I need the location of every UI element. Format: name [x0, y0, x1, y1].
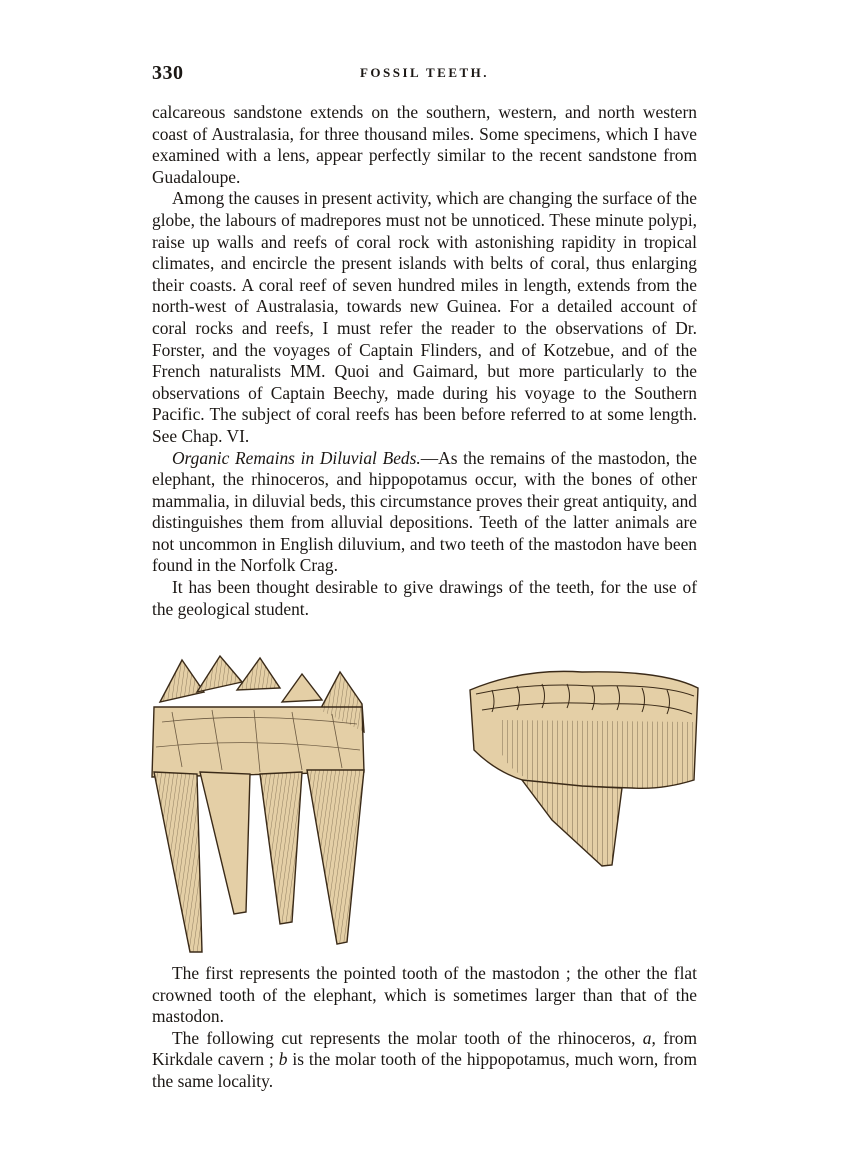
paragraph: calcareous sandstone extends on the southern, western, and north western coast of Australasia, for three thousand miles. Some specimens, which I have examined with a lens, appear perfectly similar to the recent sandstone from Guadaloupe.	[152, 102, 697, 187]
label-letter: a	[642, 1027, 652, 1048]
running-title: FOSSIL TEETH.	[359, 65, 490, 80]
body-text-top	[152, 102, 697, 620]
paragraph-text: is the molar tooth of the hippopotamus, much worn, from the same locality.	[152, 1049, 697, 1091]
paragraph: The first represents the pointed tooth of the mastodon ; the other the flat crowned tooth of the elephant, which is sometimes larger than that of the mastodon.	[152, 963, 697, 1027]
paragraph: Among the causes in present activity, which are changing the surface of the globe, the labours of madrepores must not be unnoticed. These minute polypi, raise up walls and reefs of coral rock with astonishing rapidity in tropical climates, and encircle the present islands with belts of coral, thus enlarging their coasts. A coral reef of seven hundred miles in length, extends from the north-west of Australasia, towards new Guinea. For a detailed account of coral rocks and reefs, I must refer the reader to the observations of Dr. Forster, and the voyages of Captain Flinders, and of Kotzebue, and of the French naturalists MM. Quoi and Gaimard, but more particularly to the observations of Captain Beechy, made during his voyage to the Southern Pacific. The subject of coral reefs has been before referred to at some length. See Chap. VI.	[152, 188, 697, 446]
paragraph-text: The following cut represents the molar tooth of the rhinoceros,	[172, 1027, 643, 1048]
running-header	[152, 62, 697, 86]
paragraph-text: —As the remains of the mastodon, the elephant, the rhinoceros, and hippopotamus occur, with the bones of other mammalia, in diluvial beds, this circumstance proves their great antiquity, and distinguishes them from alluvial depositions. Teeth of the latter animals are not uncommon in English diluvium, and two teeth of the mastodon have been found in the Norfolk Crag.	[152, 447, 697, 576]
paragraph	[152, 448, 697, 578]
section-heading: Organic Remains in Diluvial Beds.	[172, 447, 421, 468]
paragraph	[152, 1028, 697, 1093]
body-text-bottom	[152, 963, 697, 1093]
paragraph-text: , from Kirkdale cavern ;	[152, 1027, 697, 1070]
elephant-tooth-illustration	[462, 660, 702, 870]
page-number: 330	[152, 62, 184, 84]
label-letter: b	[278, 1049, 288, 1070]
paragraph: It has been thought desirable to give drawings of the teeth, for the use of the geological student.	[152, 577, 697, 619]
teeth-figure	[142, 652, 702, 957]
mastodon-tooth-illustration	[142, 652, 372, 957]
